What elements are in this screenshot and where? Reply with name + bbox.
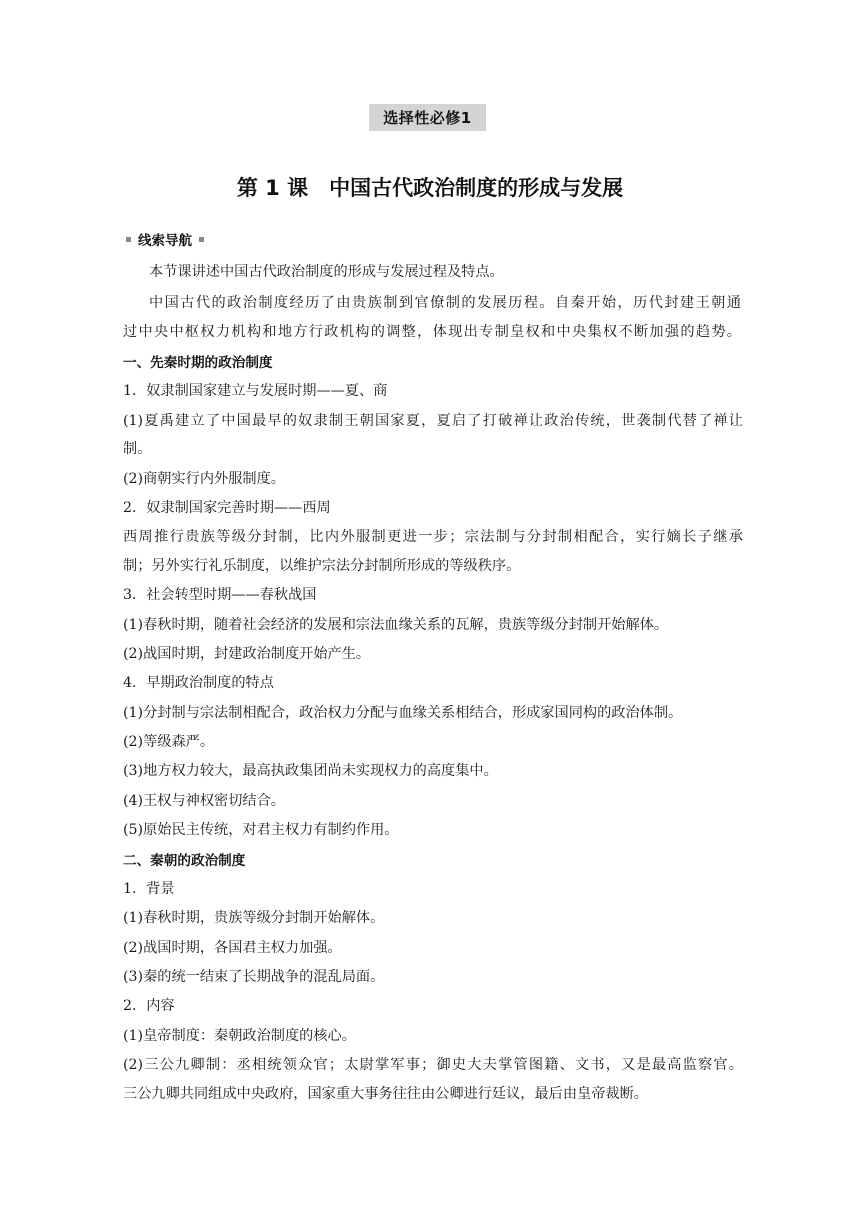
section-heading: 一、先秦时期的政治制度 — [123, 355, 273, 371]
subsection-heading: 2．内容 — [123, 998, 175, 1014]
series-tag: 选择性必修1 — [369, 104, 486, 131]
body-paragraph: 西周推行贵族等级分封制，比内外服制更进一步；宗法制与分封制相配合，实行嫡长子继承 — [123, 529, 743, 545]
body-paragraph: (3)秦的统一结束了长期战争的混乱局面。 — [123, 969, 385, 985]
guide-paragraph: 中国古代的政治制度经历了由贵族制到官僚制的发展历程。自秦开始，历代封建王朝通 — [149, 295, 741, 311]
body-paragraph: (1)春秋时期，贵族等级分封制开始解体。 — [123, 910, 385, 926]
body-paragraph: (4)王权与神权密切结合。 — [123, 793, 285, 809]
lesson-title: 第 1 课 中国古代政治制度的形成与发展 — [236, 176, 624, 200]
body-paragraph: (2)战国时期，各国君主权力加强。 — [123, 940, 342, 956]
guide-heading — [126, 229, 204, 249]
guide-paragraph-cont: 过中央中枢权力机构和地方行政机构的调整，体现出专制皇权和中央集权不断加强的趋势。 — [123, 324, 741, 340]
body-paragraph: (2)等级森严。 — [123, 734, 215, 750]
body-paragraph-cont: 制。 — [123, 441, 152, 457]
body-paragraph: (2)三公九卿制：丞相统领众官；太尉掌军事；御史大夫掌管图籍、文书，又是最高监察官。 — [123, 1057, 743, 1073]
subsection-heading: 4．早期政治制度的特点 — [123, 675, 274, 691]
body-paragraph: (1)春秋时期，随着社会经济的发展和宗法血缘关系的瓦解，贵族等级分封制开始解体。 — [123, 617, 669, 633]
body-paragraph: (2)商朝实行内外服制度。 — [123, 471, 285, 487]
body-paragraph-cont: 三公九卿共同组成中央政府，国家重大事务往往由公卿进行廷议，最后由皇帝裁断。 — [123, 1086, 648, 1102]
guide-paragraph: 本节课讲述中国古代政治制度的形成与发展过程及特点。 — [149, 264, 504, 280]
guide-heading-text: 线索导航 — [138, 233, 192, 249]
subsection-heading: 2．奴隶制国家完善时期——西周 — [123, 500, 331, 516]
subsection-heading: 1．背景 — [123, 881, 175, 897]
body-paragraph-cont: 制；另外实行礼乐制度，以维护宗法分封制所形成的等级秩序。 — [123, 558, 521, 574]
body-paragraph: (1)夏禹建立了中国最早的奴隶制王朝国家夏，夏启了打破禅让政治传统，世袭制代替了禅让 — [123, 413, 743, 429]
body-paragraph: (2)战国时期，封建政治制度开始产生。 — [123, 646, 371, 662]
body-paragraph: (3)地方权力较大，最高执政集团尚未实现权力的高度集中。 — [123, 763, 498, 779]
subsection-heading: 1．奴隶制国家建立与发展时期——夏、商 — [123, 383, 388, 399]
section-heading: 二、秦朝的政治制度 — [123, 853, 246, 869]
square-bullet-icon — [126, 237, 131, 242]
body-paragraph: (1)分封制与宗法制相配合，政治权力分配与血缘关系相结合，形成家国同构的政治体制。 — [123, 705, 683, 721]
body-paragraph: (1)皇帝制度：秦朝政治制度的核心。 — [123, 1028, 356, 1044]
subsection-heading: 3．社会转型时期——春秋战国 — [123, 587, 317, 603]
square-bullet-icon — [199, 237, 204, 242]
body-paragraph: (5)原始民主传统，对君主权力有制约作用。 — [123, 822, 399, 838]
